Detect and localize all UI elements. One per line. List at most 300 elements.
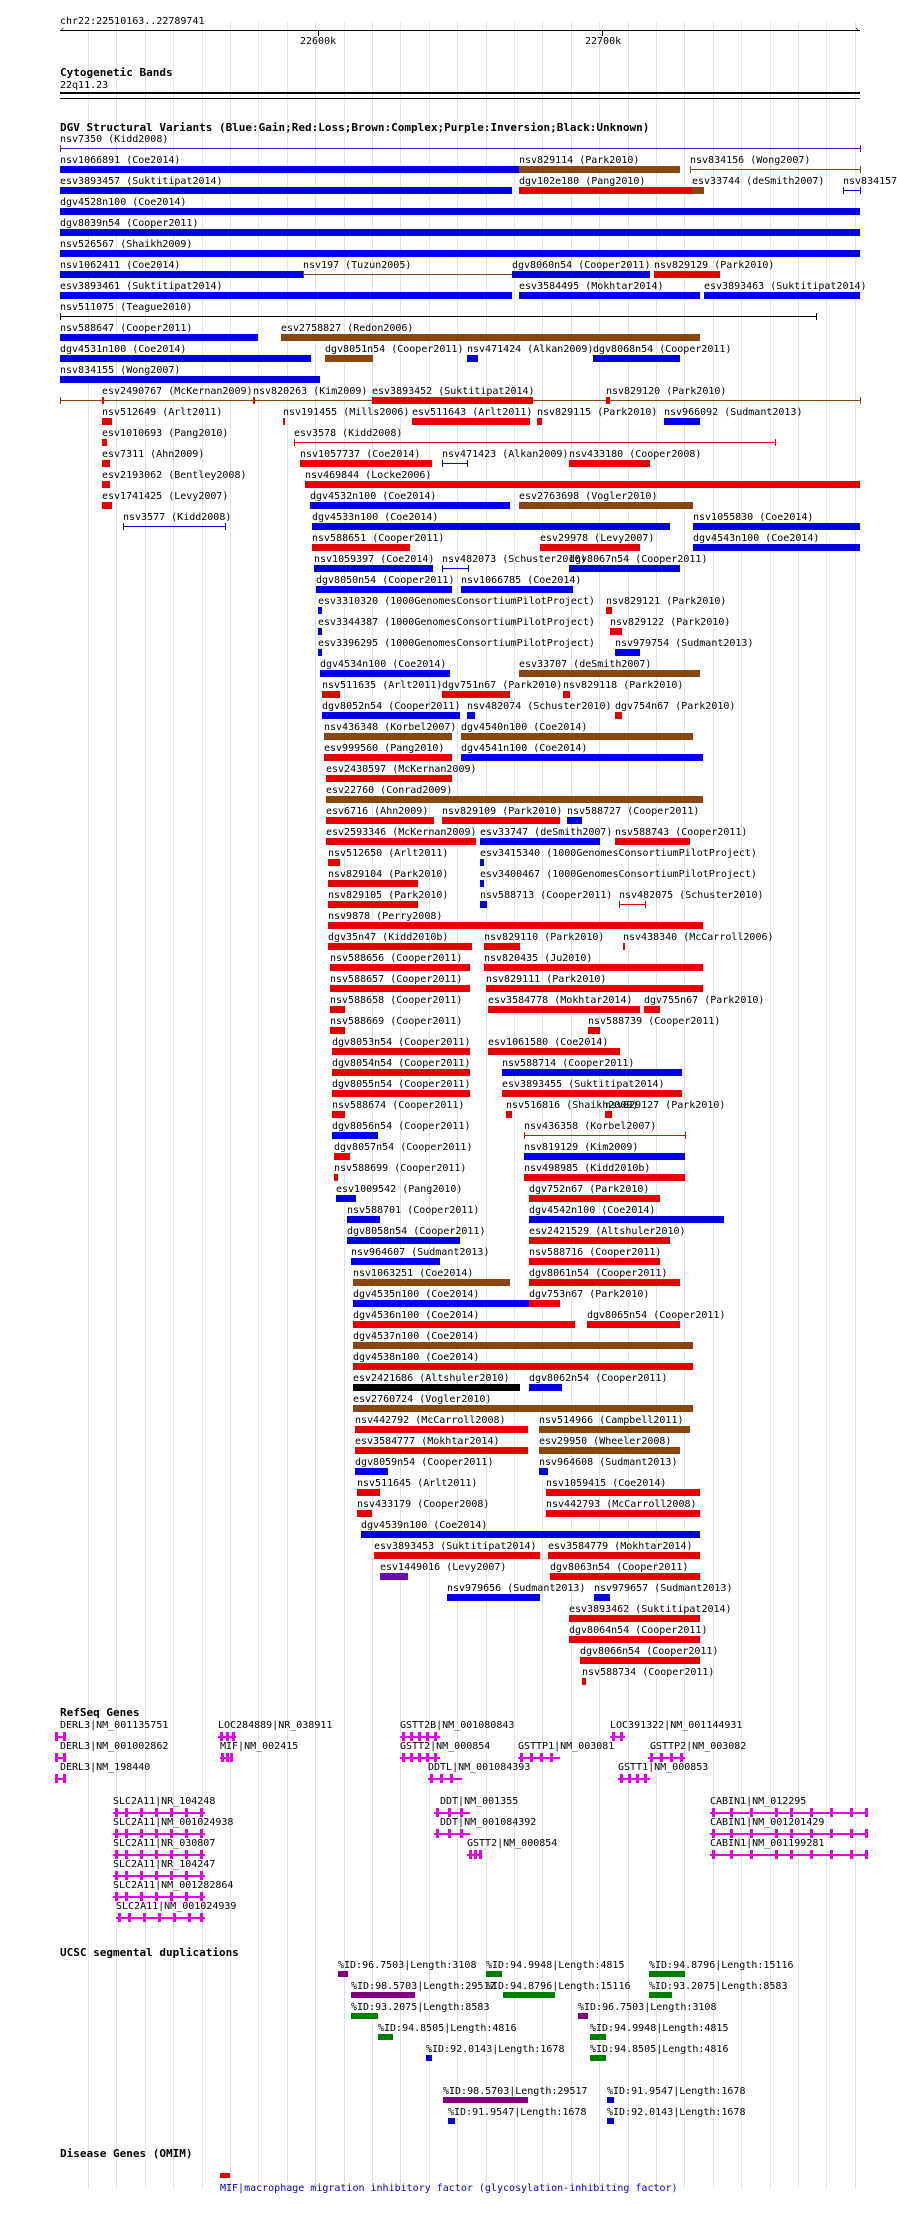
dgv-variant-label[interactable]: nsv829111 (Park2010)	[486, 974, 607, 985]
dgv-variant-label[interactable]: nsv511635 (Arlt2011)	[322, 680, 443, 691]
dgv-variant-bar[interactable]	[442, 568, 468, 569]
segdup-bar[interactable]	[426, 2055, 432, 2061]
dgv-variant-bar[interactable]	[60, 271, 303, 278]
dgv-variant-label[interactable]: nsv979656 (Sudmant2013)	[447, 1583, 586, 1594]
segdup-bar[interactable]	[351, 1992, 415, 1998]
dgv-variant-label[interactable]: esv22760 (Conrad2009)	[326, 785, 453, 796]
dgv-variant-label[interactable]: esv3584778 (Mokhtar2014)	[488, 995, 633, 1006]
dgv-variant-label[interactable]: nsv511645 (Arlt2011)	[357, 1478, 478, 1489]
dgv-variant-label[interactable]: dgv4528n100 (Coe2014)	[60, 197, 187, 208]
dgv-variant-bar[interactable]	[102, 418, 112, 425]
dgv-variant-label[interactable]: nsv1066891 (Coe2014)	[60, 155, 181, 166]
dgv-variant-bar[interactable]	[102, 397, 104, 404]
dgv-variant-label[interactable]: esv2758827 (Redon2006)	[281, 323, 414, 334]
dgv-variant-label[interactable]: nsv834155 (Wong2007)	[60, 365, 181, 376]
dgv-variant-bar[interactable]	[332, 1132, 378, 1139]
dgv-variant-bar[interactable]	[326, 775, 452, 782]
dgv-variant-bar[interactable]	[567, 817, 582, 824]
dgv-variant-bar[interactable]	[372, 397, 533, 404]
dgv-variant-label[interactable]: esv2193062 (Bentley2008)	[102, 470, 247, 481]
segdup-bar[interactable]	[338, 1971, 348, 1977]
dgv-variant-label[interactable]: nsv588701 (Cooper2011)	[347, 1205, 480, 1216]
dgv-variant-label[interactable]: nsv588658 (Cooper2011)	[330, 995, 463, 1006]
dgv-variant-label[interactable]: nsv512649 (Arlt2011)	[102, 407, 223, 418]
dgv-variant-label[interactable]: dgv755n67 (Park2010)	[644, 995, 765, 1006]
dgv-variant-label[interactable]: esv3893461 (Suktitipat2014)	[60, 281, 223, 292]
segdup-bar[interactable]	[607, 2118, 614, 2124]
dgv-variant-bar[interactable]	[623, 943, 625, 950]
dgv-variant-bar[interactable]	[480, 838, 600, 845]
dgv-variant-bar[interactable]	[353, 1342, 693, 1349]
dgv-variant-bar[interactable]	[332, 1069, 470, 1076]
dgv-variant-bar[interactable]	[539, 1447, 680, 1454]
dgv-variant-bar[interactable]	[357, 1510, 372, 1517]
refseq-gene-label[interactable]: GSTT1|NM_000853	[618, 1762, 709, 1773]
dgv-variant-label[interactable]: esv7311 (Ahn2009)	[102, 449, 205, 460]
segdup-bar[interactable]	[578, 2013, 588, 2019]
dgv-variant-label[interactable]: dgv8064n54 (Cooper2011)	[569, 1625, 708, 1636]
dgv-variant-bar[interactable]	[332, 1090, 470, 1097]
dgv-variant-label[interactable]: nsv588669 (Cooper2011)	[330, 1016, 463, 1027]
dgv-variant-bar[interactable]	[467, 355, 478, 362]
dgv-variant-label[interactable]: nsv829120 (Park2010)	[606, 386, 727, 397]
dgv-variant-label[interactable]: esv2430597 (McKernan2009)	[326, 764, 477, 775]
dgv-variant-label[interactable]: nsv512650 (Arlt2011)	[328, 848, 449, 859]
segdup-label[interactable]: %ID:94.8796|Length:15116	[486, 1981, 631, 1992]
dgv-variant-label[interactable]: nsv964608 (Sudmant2013)	[539, 1457, 678, 1468]
omim-mif-bar[interactable]	[220, 2173, 230, 2178]
refseq-gene-label[interactable]: DERL3|NM_198440	[60, 1762, 151, 1773]
dgv-variant-bar[interactable]	[314, 565, 433, 572]
dgv-variant-label[interactable]: nsv1055830 (Coe2014)	[693, 512, 814, 523]
dgv-variant-label[interactable]: nsv433180 (Cooper2008)	[569, 449, 702, 460]
dgv-variant-bar[interactable]	[664, 418, 700, 425]
dgv-variant-bar[interactable]	[60, 148, 860, 149]
refseq-gene-label[interactable]: GSTT2B|NM_001080843	[400, 1720, 515, 1731]
dgv-variant-bar[interactable]	[644, 1006, 660, 1013]
dgv-variant-bar[interactable]	[502, 1090, 682, 1097]
dgv-variant-label[interactable]: dgv4532n100 (Coe2014)	[310, 491, 437, 502]
dgv-variant-bar[interactable]	[328, 901, 418, 908]
omim-mif-label[interactable]: MIF|macrophage migration inhibitory factor (glycosylation-inhibiting factor)	[220, 2183, 678, 2194]
refseq-gene-label[interactable]: GSTTP1|NM_003081	[518, 1741, 615, 1752]
dgv-variant-bar[interactable]	[594, 1594, 610, 1601]
dgv-variant-bar[interactable]	[593, 355, 680, 362]
dgv-variant-bar[interactable]	[519, 166, 680, 173]
dgv-variant-label[interactable]: nsv1057737 (Coe2014)	[300, 449, 421, 460]
dgv-variant-label[interactable]: nsv829105 (Park2010)	[328, 890, 449, 901]
dgv-variant-bar[interactable]	[529, 1279, 680, 1286]
dgv-variant-label[interactable]: dgv8061n54 (Cooper2011)	[529, 1268, 668, 1279]
dgv-variant-bar[interactable]	[353, 1300, 530, 1307]
segdup-bar[interactable]	[607, 2097, 614, 2103]
dgv-variant-bar[interactable]	[324, 733, 452, 740]
dgv-variant-label[interactable]: nsv471423 (Alkan2009)	[442, 449, 569, 460]
dgv-variant-bar[interactable]	[442, 817, 560, 824]
dgv-variant-label[interactable]: nsv469844 (Locke2006)	[305, 470, 432, 481]
dgv-variant-label[interactable]: nsv979754 (Sudmant2013)	[615, 638, 754, 649]
dgv-variant-label[interactable]: nsv482074 (Schuster2010)	[467, 701, 612, 712]
dgv-variant-bar[interactable]	[253, 397, 255, 404]
dgv-variant-label[interactable]: nsv588716 (Cooper2011)	[529, 1247, 662, 1258]
dgv-variant-label[interactable]: nsv829121 (Park2010)	[606, 596, 727, 607]
dgv-variant-label[interactable]: esv1741425 (Levy2007)	[102, 491, 229, 502]
refseq-gene-intron-line[interactable]	[434, 1812, 470, 1814]
dgv-variant-bar[interactable]	[330, 985, 470, 992]
segdup-label[interactable]: %ID:91.9547|Length:1678	[607, 2086, 746, 2097]
dgv-variant-bar[interactable]	[519, 502, 693, 509]
dgv-variant-bar[interactable]	[320, 670, 450, 677]
dgv-variant-bar[interactable]	[361, 1531, 700, 1538]
dgv-variant-label[interactable]: nsv442793 (McCarroll2008)	[546, 1499, 697, 1510]
dgv-variant-label[interactable]: dgv753n67 (Park2010)	[529, 1289, 650, 1300]
segdup-bar[interactable]	[486, 1971, 502, 1977]
dgv-variant-label[interactable]: dgv8054n54 (Cooper2011)	[332, 1058, 471, 1069]
dgv-variant-label[interactable]: dgv8062n54 (Cooper2011)	[529, 1373, 668, 1384]
dgv-variant-bar[interactable]	[693, 544, 860, 551]
dgv-variant-bar[interactable]	[326, 817, 434, 824]
dgv-variant-label[interactable]: esv3396295 (1000GenomesConsortiumPilotProject)	[318, 638, 595, 649]
dgv-variant-bar[interactable]	[442, 463, 467, 464]
segdup-bar[interactable]	[443, 2097, 528, 2103]
dgv-variant-bar[interactable]	[328, 859, 340, 866]
dgv-variant-bar[interactable]	[540, 544, 640, 551]
dgv-variant-bar[interactable]	[355, 1468, 388, 1475]
dgv-variant-label[interactable]: nsv829129 (Park2010)	[654, 260, 775, 271]
dgv-variant-label[interactable]: nsv1059397 (Coe2014)	[314, 554, 435, 565]
dgv-variant-label[interactable]: nsv834156 (Wong2007)	[690, 155, 811, 166]
dgv-variant-label[interactable]: esv2593346 (McKernan2009)	[326, 827, 477, 838]
dgv-variant-bar[interactable]	[318, 628, 322, 635]
dgv-variant-bar[interactable]	[502, 1069, 682, 1076]
dgv-variant-label[interactable]: nsv471424 (Alkan2009)	[467, 344, 594, 355]
dgv-variant-bar[interactable]	[305, 481, 860, 488]
segdup-label[interactable]: %ID:92.0143|Length:1678	[426, 2044, 565, 2055]
dgv-variant-label[interactable]: dgv8051n54 (Cooper2011)	[325, 344, 464, 355]
dgv-variant-label[interactable]: nsv834157	[843, 176, 897, 187]
dgv-variant-bar[interactable]	[512, 271, 650, 278]
dgv-variant-bar[interactable]	[519, 292, 700, 299]
dgv-variant-label[interactable]: dgv4539n100 (Coe2014)	[361, 1520, 488, 1531]
dgv-variant-bar[interactable]	[461, 733, 693, 740]
dgv-variant-bar[interactable]	[325, 355, 373, 362]
segdup-bar[interactable]	[649, 1992, 672, 1998]
dgv-variant-label[interactable]: nsv588647 (Cooper2011)	[60, 323, 193, 334]
dgv-variant-bar[interactable]	[654, 271, 720, 278]
dgv-variant-bar[interactable]	[353, 1405, 693, 1412]
dgv-variant-bar[interactable]	[529, 1195, 660, 1202]
dgv-variant-bar[interactable]	[326, 796, 703, 803]
dgv-variant-label[interactable]: nsv588657 (Cooper2011)	[330, 974, 463, 985]
segdup-bar[interactable]	[590, 2034, 606, 2040]
dgv-variant-bar[interactable]	[412, 418, 530, 425]
dgv-variant-bar[interactable]	[353, 1321, 575, 1328]
dgv-variant-label[interactable]: nsv197 (Tuzun2005)	[303, 260, 412, 271]
dgv-variant-label[interactable]: nsv526567 (Shaikh2009)	[60, 239, 193, 250]
dgv-variant-bar[interactable]	[353, 1363, 693, 1370]
dgv-variant-label[interactable]: esv3893462 (Suktitipat2014)	[569, 1604, 732, 1615]
dgv-variant-label[interactable]: nsv588674 (Cooper2011)	[332, 1100, 465, 1111]
dgv-variant-bar[interactable]	[605, 1111, 612, 1118]
dgv-variant-bar[interactable]	[351, 1258, 440, 1265]
dgv-variant-bar[interactable]	[610, 628, 622, 635]
dgv-variant-bar[interactable]	[539, 1426, 690, 1433]
refseq-gene-label[interactable]: SLC2A11|NM_001024938	[113, 1817, 234, 1828]
dgv-variant-label[interactable]: dgv8058n54 (Cooper2011)	[347, 1226, 486, 1237]
dgv-variant-label[interactable]: esv3584495 (Mokhtar2014)	[519, 281, 664, 292]
dgv-variant-label[interactable]: nsv829110 (Park2010)	[484, 932, 605, 943]
refseq-gene-label[interactable]: CABIN1|NM_012295	[710, 1796, 807, 1807]
dgv-variant-bar[interactable]	[310, 502, 510, 509]
dgv-variant-label[interactable]: nsv964607 (Sudmant2013)	[351, 1247, 490, 1258]
dgv-variant-bar[interactable]	[550, 1573, 700, 1580]
dgv-variant-label[interactable]: nsv979657 (Sudmant2013)	[594, 1583, 733, 1594]
dgv-variant-bar[interactable]	[328, 943, 472, 950]
refseq-gene-label[interactable]: SLC2A11|NR_030807	[113, 1838, 216, 1849]
dgv-variant-bar[interactable]	[336, 1195, 356, 1202]
dgv-variant-label[interactable]: nsv1066785 (Coe2014)	[461, 575, 582, 586]
dgv-variant-label[interactable]: nsv588713 (Cooper2011)	[480, 890, 613, 901]
refseq-gene-label[interactable]: GSTT2|NM_000854	[467, 1838, 558, 1849]
dgv-variant-bar[interactable]	[529, 1258, 660, 1265]
dgv-variant-label[interactable]: nsv819129 (Kim2009)	[524, 1142, 639, 1153]
refseq-gene-intron-line[interactable]	[434, 1833, 470, 1835]
dgv-variant-bar[interactable]	[60, 187, 512, 194]
dgv-variant-label[interactable]: nsv1062411 (Coe2014)	[60, 260, 181, 271]
dgv-variant-label[interactable]: dgv4534n100 (Coe2014)	[320, 659, 447, 670]
dgv-variant-bar[interactable]	[480, 859, 484, 866]
dgv-variant-label[interactable]: dgv4531n100 (Coe2014)	[60, 344, 187, 355]
dgv-variant-bar[interactable]	[60, 250, 860, 257]
dgv-variant-label[interactable]: esv3578 (Kidd2008)	[294, 428, 403, 439]
refseq-gene-label[interactable]: GSTT2|NM_000854	[400, 1741, 491, 1752]
dgv-variant-label[interactable]: dgv8052n54 (Cooper2011)	[322, 701, 461, 712]
dgv-variant-bar[interactable]	[328, 922, 703, 929]
dgv-variant-bar[interactable]	[312, 544, 410, 551]
dgv-variant-label[interactable]: nsv829104 (Park2010)	[328, 869, 449, 880]
dgv-variant-label[interactable]: esv2490767 (McKernan2009)	[102, 386, 253, 397]
dgv-variant-bar[interactable]	[548, 1552, 700, 1559]
refseq-gene-intron-line[interactable]	[710, 1833, 868, 1835]
dgv-variant-label[interactable]: esv3893457 (Suktitipat2014)	[60, 176, 223, 187]
refseq-gene-label[interactable]: CABIN1|NM_001201429	[710, 1817, 825, 1828]
dgv-variant-label[interactable]: esv1449016 (Levy2007)	[380, 1562, 507, 1573]
dgv-variant-label[interactable]: nsv498985 (Kidd2010b)	[524, 1163, 651, 1174]
dgv-variant-label[interactable]: nsv588714 (Cooper2011)	[502, 1058, 635, 1069]
dgv-variant-label[interactable]: nsv433179 (Cooper2008)	[357, 1499, 490, 1510]
dgv-variant-bar[interactable]	[606, 607, 612, 614]
dgv-variant-bar[interactable]	[546, 1510, 700, 1517]
dgv-variant-bar[interactable]	[328, 880, 418, 887]
dgv-variant-label[interactable]: nsv820263 (Kim2009)	[253, 386, 368, 397]
dgv-variant-bar[interactable]	[486, 985, 703, 992]
dgv-variant-bar[interactable]	[60, 355, 311, 362]
dgv-variant-bar[interactable]	[488, 1006, 640, 1013]
dgv-variant-bar[interactable]	[347, 1237, 460, 1244]
dgv-variant-bar[interactable]	[615, 712, 622, 719]
refseq-gene-intron-line[interactable]	[428, 1778, 462, 1780]
dgv-variant-bar[interactable]	[615, 838, 690, 845]
dgv-variant-bar[interactable]	[587, 1321, 680, 1328]
dgv-variant-label[interactable]: esv2421686 (Altshuler2010)	[353, 1373, 510, 1384]
dgv-variant-label[interactable]: nsv588727 (Cooper2011)	[567, 806, 700, 817]
dgv-variant-label[interactable]: esv29978 (Levy2007)	[540, 533, 655, 544]
dgv-variant-bar[interactable]	[704, 292, 860, 299]
dgv-variant-bar[interactable]	[355, 1426, 528, 1433]
dgv-variant-bar[interactable]	[60, 166, 530, 173]
dgv-variant-bar[interactable]	[606, 397, 610, 404]
dgv-variant-label[interactable]: nsv588734 (Cooper2011)	[582, 1667, 715, 1678]
dgv-variant-bar[interactable]	[529, 1216, 724, 1223]
segdup-bar[interactable]	[503, 1992, 555, 1998]
dgv-variant-label[interactable]: nsv7350 (Kidd2008)	[60, 134, 169, 145]
dgv-variant-label[interactable]: esv3893453 (Suktitipat2014)	[374, 1541, 537, 1552]
refseq-gene-label[interactable]: CABIN1|NM_001199281	[710, 1838, 825, 1849]
dgv-variant-bar[interactable]	[484, 943, 520, 950]
dgv-variant-label[interactable]: nsv482073 (Schuster2010)	[442, 554, 587, 565]
dgv-variant-bar[interactable]	[322, 691, 340, 698]
dgv-variant-bar[interactable]	[102, 481, 110, 488]
dgv-variant-label[interactable]: nsv829118 (Park2010)	[563, 680, 684, 691]
dgv-variant-label[interactable]: dgv4538n100 (Coe2014)	[353, 1352, 480, 1363]
dgv-variant-bar[interactable]	[316, 586, 452, 593]
dgv-variant-bar[interactable]	[582, 1678, 586, 1685]
dgv-variant-bar[interactable]	[569, 1636, 700, 1643]
segdup-label[interactable]: %ID:98.5703|Length:29517	[443, 2086, 588, 2097]
dgv-variant-bar[interactable]	[334, 1174, 338, 1181]
dgv-variant-label[interactable]: esv3584777 (Mokhtar2014)	[355, 1436, 500, 1447]
dgv-variant-bar[interactable]	[312, 523, 670, 530]
dgv-variant-bar[interactable]	[461, 754, 703, 761]
dgv-variant-bar[interactable]	[322, 712, 460, 719]
dgv-variant-bar[interactable]	[480, 880, 484, 887]
dgv-variant-bar[interactable]	[60, 208, 860, 215]
segdup-label[interactable]: %ID:96.7503|Length:3108	[578, 2002, 717, 2013]
dgv-variant-label[interactable]: esv1061580 (Coe2014)	[488, 1037, 609, 1048]
dgv-variant-label[interactable]: dgv751n67 (Park2010)	[442, 680, 563, 691]
dgv-variant-bar[interactable]	[546, 1489, 700, 1496]
dgv-variant-bar[interactable]	[102, 439, 107, 446]
segdup-label[interactable]: %ID:93.2075|Length:8583	[649, 1981, 788, 1992]
dgv-variant-bar[interactable]	[303, 274, 512, 275]
dgv-variant-label[interactable]: nsv482075 (Schuster2010)	[619, 890, 764, 901]
dgv-variant-bar[interactable]	[569, 565, 680, 572]
dgv-variant-label[interactable]: dgv8065n54 (Cooper2011)	[587, 1310, 726, 1321]
segdup-bar[interactable]	[351, 2013, 378, 2019]
dgv-variant-label[interactable]: nsv3577 (Kidd2008)	[123, 512, 232, 523]
dgv-variant-label[interactable]: dgv8059n54 (Cooper2011)	[355, 1457, 494, 1468]
dgv-variant-bar[interactable]	[318, 649, 322, 656]
segdup-bar[interactable]	[649, 1971, 685, 1977]
dgv-variant-label[interactable]: nsv511075 (Teague2010)	[60, 302, 193, 313]
dgv-variant-bar[interactable]	[488, 1048, 620, 1055]
segdup-label[interactable]: %ID:94.9948|Length:4815	[486, 1960, 625, 1971]
dgv-variant-label[interactable]: esv2763698 (Vogler2010)	[519, 491, 658, 502]
dgv-variant-label[interactable]: esv3893455 (Suktitipat2014)	[502, 1079, 665, 1090]
segdup-bar[interactable]	[590, 2055, 606, 2061]
dgv-variant-bar[interactable]	[467, 712, 475, 719]
dgv-variant-label[interactable]: nsv516816 (Shaikh2009)	[506, 1100, 639, 1111]
dgv-variant-bar[interactable]	[330, 1006, 345, 1013]
dgv-variant-label[interactable]: dgv35n47 (Kidd2010b)	[328, 932, 449, 943]
dgv-variant-bar[interactable]	[480, 901, 487, 908]
dgv-variant-label[interactable]: dgv754n67 (Park2010)	[615, 701, 736, 712]
dgv-variant-label[interactable]: nsv588656 (Cooper2011)	[330, 953, 463, 964]
dgv-variant-label[interactable]: nsv1063251 (Coe2014)	[353, 1268, 474, 1279]
segdup-label[interactable]: %ID:94.9948|Length:4815	[590, 2023, 729, 2034]
dgv-variant-label[interactable]: esv33707 (deSmith2007)	[519, 659, 652, 670]
dgv-variant-label[interactable]: esv1010693 (Pang2010)	[102, 428, 229, 439]
dgv-variant-label[interactable]: dgv752n67 (Park2010)	[529, 1184, 650, 1195]
dgv-variant-bar[interactable]	[537, 418, 542, 425]
refseq-gene-label[interactable]: MIF|NM_002415	[220, 1741, 299, 1752]
dgv-variant-bar[interactable]	[102, 460, 110, 467]
segdup-bar[interactable]	[448, 2118, 455, 2124]
dgv-variant-bar[interactable]	[60, 334, 258, 341]
dgv-variant-label[interactable]: dgv8067n54 (Cooper2011)	[569, 554, 708, 565]
dgv-variant-bar[interactable]	[283, 418, 285, 425]
refseq-gene-label[interactable]: LOC391322|NM_001144931	[610, 1720, 743, 1731]
dgv-variant-bar[interactable]	[330, 964, 470, 971]
dgv-variant-label[interactable]: dgv8055n54 (Cooper2011)	[332, 1079, 471, 1090]
dgv-variant-label[interactable]: esv3310320 (1000GenomesConsortiumPilotProject)	[318, 596, 595, 607]
refseq-gene-label[interactable]: DDT|NM_001084392	[440, 1817, 537, 1828]
dgv-variant-bar[interactable]	[529, 1300, 560, 1307]
segdup-label[interactable]: %ID:94.8505|Length:4816	[590, 2044, 729, 2055]
dgv-variant-label[interactable]: dgv4533n100 (Coe2014)	[312, 512, 439, 523]
dgv-variant-bar[interactable]	[332, 1048, 470, 1055]
dgv-variant-bar[interactable]	[588, 1027, 600, 1034]
dgv-variant-label[interactable]: dgv4537n100 (Coe2014)	[353, 1331, 480, 1342]
dgv-variant-bar[interactable]	[374, 1552, 540, 1559]
dgv-variant-bar[interactable]	[334, 1153, 350, 1160]
dgv-variant-label[interactable]: nsv436348 (Korbel2007)	[324, 722, 457, 733]
dgv-variant-label[interactable]: dgv102e180 (Pang2010)	[519, 176, 646, 187]
dgv-variant-label[interactable]: esv29950 (Wheeler2008)	[539, 1436, 672, 1447]
dgv-variant-label[interactable]: dgv4542n100 (Coe2014)	[529, 1205, 656, 1216]
dgv-variant-bar[interactable]	[569, 460, 650, 467]
segdup-label[interactable]: %ID:98.5703|Length:29517	[351, 1981, 496, 1992]
dgv-variant-label[interactable]: nsv820435 (Ju2010)	[484, 953, 593, 964]
dgv-variant-label[interactable]: nsv438340 (McCarroll2006)	[623, 932, 774, 943]
dgv-variant-label[interactable]: esv3400467 (1000GenomesConsortiumPilotProject)	[480, 869, 757, 880]
dgv-variant-label[interactable]: nsv588699 (Cooper2011)	[334, 1163, 467, 1174]
dgv-variant-bar[interactable]	[529, 1384, 562, 1391]
dgv-variant-bar[interactable]	[123, 526, 225, 527]
dgv-variant-bar[interactable]	[580, 1657, 700, 1664]
dgv-variant-label[interactable]: dgv4540n100 (Coe2014)	[461, 722, 588, 733]
dgv-variant-label[interactable]: esv33744 (deSmith2007)	[692, 176, 825, 187]
dgv-variant-label[interactable]: dgv4535n100 (Coe2014)	[353, 1289, 480, 1300]
dgv-variant-label[interactable]: nsv829127 (Park2010)	[605, 1100, 726, 1111]
refseq-gene-label[interactable]: DERL3|NM_001002862	[60, 1741, 169, 1752]
segdup-label[interactable]: %ID:91.9547|Length:1678	[448, 2107, 587, 2118]
refseq-gene-label[interactable]: GSTTP2|NM_003082	[650, 1741, 747, 1752]
dgv-variant-label[interactable]: nsv9878 (Perry2008)	[328, 911, 443, 922]
segdup-label[interactable]: %ID:94.8505|Length:4816	[378, 2023, 517, 2034]
dgv-variant-label[interactable]: dgv4543n100 (Coe2014)	[693, 533, 820, 544]
dgv-variant-bar[interactable]	[353, 1279, 510, 1286]
dgv-variant-bar[interactable]	[447, 1594, 540, 1601]
dgv-variant-bar[interactable]	[569, 1615, 700, 1622]
dgv-variant-bar[interactable]	[355, 1447, 528, 1454]
dgv-variant-bar[interactable]	[281, 334, 700, 341]
dgv-variant-bar[interactable]	[380, 1573, 408, 1580]
dgv-variant-bar[interactable]	[563, 691, 570, 698]
dgv-variant-bar[interactable]	[692, 187, 704, 194]
dgv-variant-bar[interactable]	[524, 1153, 685, 1160]
dgv-variant-label[interactable]: esv3584779 (Mokhtar2014)	[548, 1541, 693, 1552]
